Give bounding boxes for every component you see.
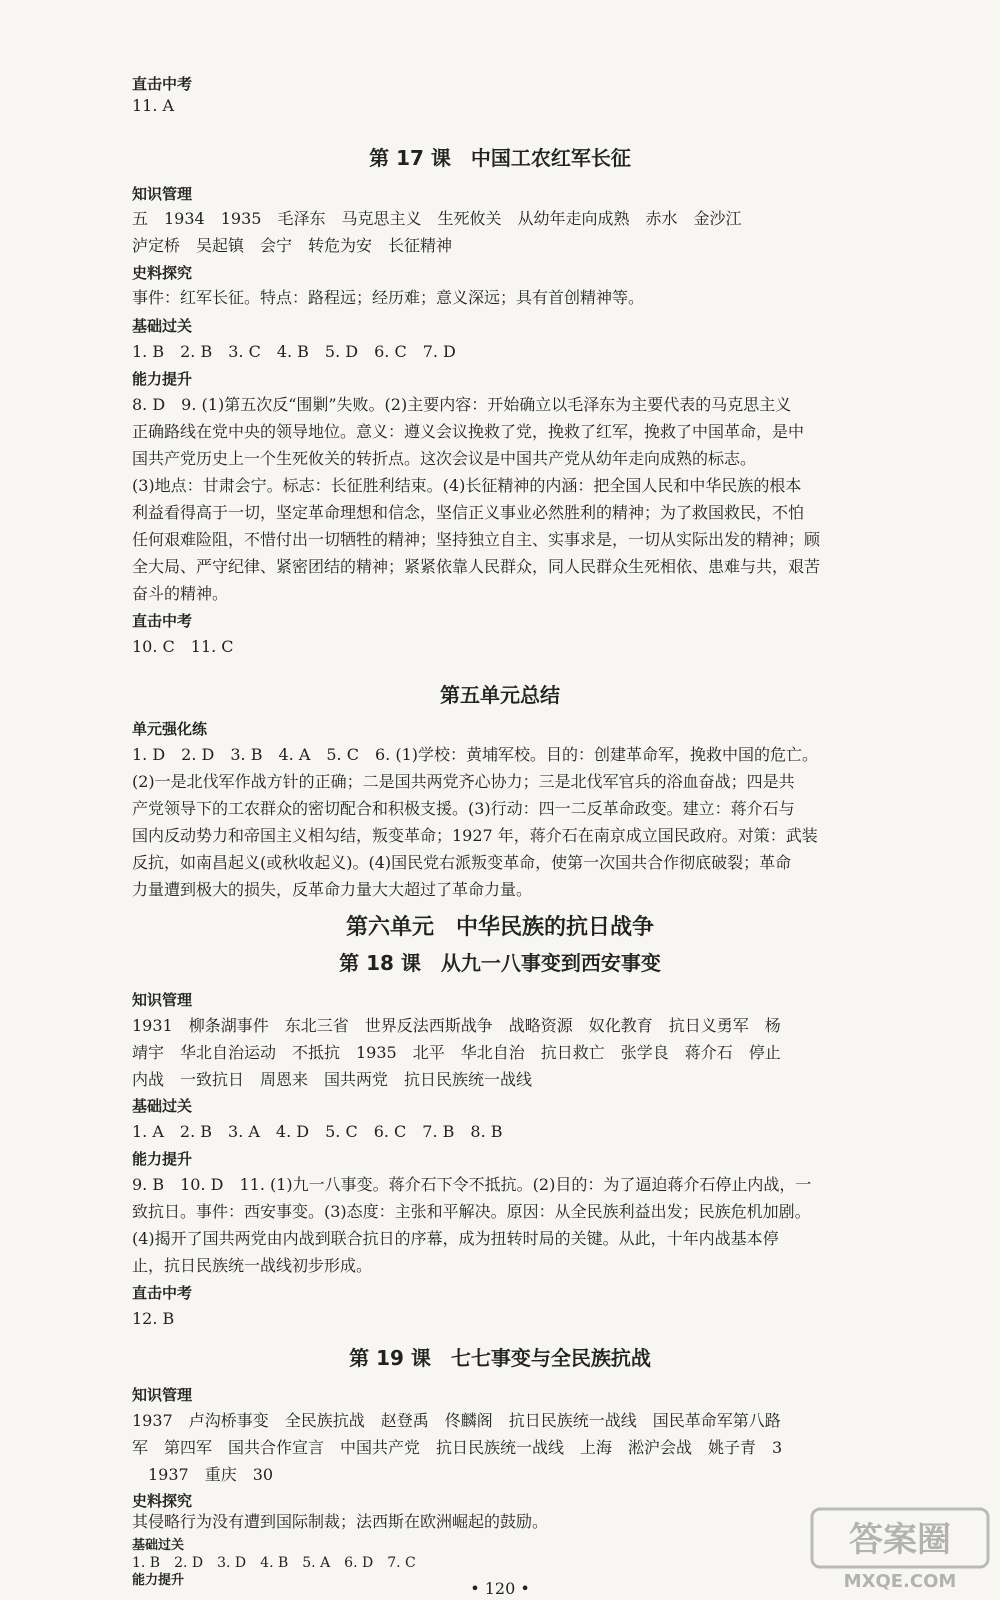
- section-heading-ability: 能力提升: [132, 370, 193, 388]
- drill-line: (2)一是北伐军作战方针的正确；二是国共两党齐心协力；三是北伐军官兵的浴血奋战；四是共: [132, 772, 795, 791]
- knowledge-line: 1937 卢沟桥事变 全民族抗战 赵登禹 佟麟阁 抗日民族统一战线 国民革命军第八路: [132, 1411, 781, 1430]
- drill-line: 反抗，如南昌起义(或秋收起义)。(4)国民党右派叛变革命，使第一次国共合作彻底破裂；革命: [132, 853, 792, 872]
- section-heading-history: 史料探究: [132, 1492, 193, 1510]
- section-heading-knowledge: 知识管理: [132, 1386, 193, 1404]
- section-heading-basic: 基础过关: [132, 1097, 193, 1115]
- ability-line: 止，抗日民族统一战线初步形成。: [132, 1256, 373, 1275]
- ability-line: 奋斗的精神。: [132, 584, 229, 603]
- ability-line: 利益看得高于一切，坚定革命理想和信念，坚信正义事业必然胜利的精神；为了救国救民，不怕: [132, 503, 805, 522]
- unit-5-summary-title: 第五单元总结: [440, 683, 560, 707]
- section-heading-exam: 直击中考: [132, 612, 193, 630]
- knowledge-line: 军 第四军 国共合作宣言 中国共产党 抗日民族统一战线 上海 淞沪会战 姚子青 3: [132, 1438, 783, 1457]
- lesson-19-title: 第 19 课 七七事变与全民族抗战: [349, 1346, 651, 1370]
- history-line: 事件：红军长征。特点：路程远；经历难；意义深远；具有首创精神等。: [132, 288, 645, 307]
- knowledge-line: 1931 柳条湖事件 东北三省 世界反法西斯战争 战略资源 奴化教育 抗日义勇军 杨: [132, 1016, 781, 1035]
- lesson-18-title: 第 18 课 从九一八事变到西安事变: [339, 951, 661, 975]
- watermark-icon: [810, 1505, 990, 1595]
- section-heading-knowledge: 知识管理: [132, 991, 193, 1009]
- watermark-text: 答案圈: [849, 1520, 951, 1560]
- page-number: • 120 •: [470, 1579, 530, 1598]
- drill-line: 1. D 2. D 3. B 4. A 5. C 6. (1)学校：黄埔军校。目的：创建革命军，挽救中国的危亡。: [132, 745, 818, 764]
- exam-line: 12. B: [132, 1309, 175, 1328]
- ability-line: (3)地点：甘肃会宁。标志：长征胜利结束。(4)长征精神的内涵：把全国人民和中华民族的根本: [132, 476, 802, 495]
- ability-line: 国共产党历史上一个生死攸关的转折点。这次会议是中国共产党从幼年走向成熟的标志。: [132, 449, 757, 468]
- exam-line: 10. C 11. C: [132, 637, 234, 656]
- history-line: 其侵略行为没有遭到国际制裁；法西斯在欧洲崛起的鼓励。: [132, 1512, 549, 1531]
- knowledge-line: 泸定桥 吴起镇 会宁 转危为安 长征精神: [132, 236, 453, 255]
- section-heading-exam: 直击中考: [132, 75, 193, 93]
- section-heading-drill: 单元强化练: [132, 720, 208, 738]
- drill-line: 力量遭到极大的损失，反革命力量大大超过了革命力量。: [132, 880, 533, 899]
- section-heading-knowledge: 知识管理: [132, 185, 193, 203]
- section-heading-basic: 基础过关: [132, 1538, 185, 1553]
- knowledge-line: 内战 一致抗日 周恩来 国共两党 抗日民族统一战线: [132, 1070, 533, 1089]
- ability-line: 9. B 10. D 11. (1)九一八事变。蒋介石下令不抵抗。(2)目的：为了逼迫蒋介石停止内战，一: [132, 1175, 812, 1194]
- unit-6-title: 第六单元 中华民族的抗日战争: [345, 915, 654, 940]
- answer-line: 11. A: [132, 96, 175, 115]
- lesson-17-title: 第 17 课 中国工农红军长征: [369, 146, 631, 170]
- knowledge-line: 五 1934 1935 毛泽东 马克思主义 生死攸关 从幼年走向成熟 赤水 金沙江: [132, 209, 742, 228]
- section-heading-exam: 直击中考: [132, 1284, 193, 1302]
- watermark-logo: [810, 1505, 990, 1595]
- section-heading-history: 史料探究: [132, 264, 193, 282]
- ability-line: 全大局、严守纪律、紧密团结的精神；紧紧依靠人民群众，同人民群众生死相依、患难与共，艰苦: [132, 557, 821, 576]
- section-heading-basic: 基础过关: [132, 317, 193, 335]
- basic-line: 1. A 2. B 3. A 4. D 5. C 6. C 7. B 8. B: [132, 1122, 503, 1141]
- ability-line: 致抗日。事件：西安事变。(3)态度：主张和平解决。原因：从全民族利益出发；民族危机加剧。: [132, 1202, 811, 1221]
- basic-line: 1. B 2. D 3. D 4. B 5. A 6. D 7. C: [132, 1555, 416, 1571]
- ability-line: (4)揭开了国共两党由内战到联合抗日的序幕，成为扭转时局的关键。从此，十年内战基本停: [132, 1229, 779, 1248]
- ability-line: 正确路线在党中央的领导地位。意义：遵义会议挽救了党，挽救了红军，挽救了中国革命，是中: [132, 422, 805, 441]
- watermark-url: MXQE.COM: [843, 1571, 957, 1592]
- ability-line: 8. D 9. (1)第五次反“围剿”失败。(2)主要内容：开始确立以毛泽东为主要代表的马克思主义: [132, 395, 792, 414]
- drill-line: 国内反动势力和帝国主义相勾结，叛变革命；1927 年，蒋介石在南京成立国民政府。对策：武装: [132, 826, 818, 845]
- ability-line: 任何艰难险阻，不惜付出一切牺牲的精神；坚持独立自主、实事求是，一切从实际出发的精神；顾: [132, 530, 821, 549]
- section-heading-ability: 能力提升: [132, 1573, 185, 1588]
- knowledge-line: 靖宇 华北自治运动 不抵抗 1935 北平 华北自治 抗日救亡 张学良 蒋介石 停止: [132, 1043, 781, 1062]
- knowledge-line: 1937 重庆 30: [132, 1465, 274, 1484]
- drill-line: 产党领导下的工农群众的密切配合和积极支援。(3)行动：四一二反革命政变。建立：蒋介石与: [132, 799, 795, 818]
- section-heading-ability: 能力提升: [132, 1150, 193, 1168]
- basic-line: 1. B 2. B 3. C 4. B 5. D 6. C 7. D: [132, 342, 456, 361]
